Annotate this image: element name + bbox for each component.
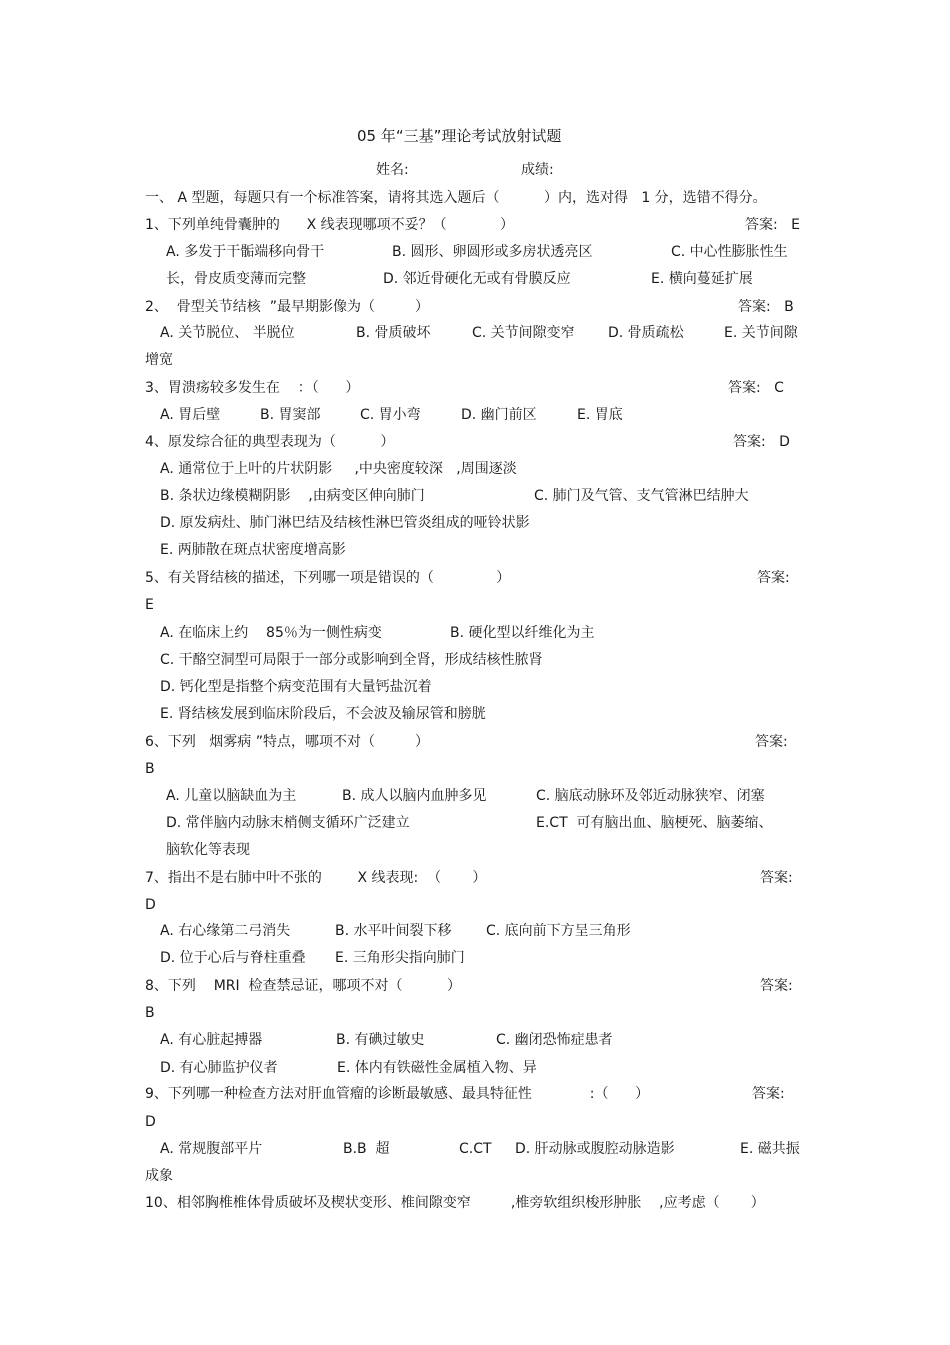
option: D. 骨质疏松 bbox=[608, 325, 684, 341]
option: A. 多发于干骺端移向骨干 bbox=[166, 244, 325, 260]
question-stem: 4、原发综合征的典型表现为（ ） bbox=[145, 434, 395, 450]
option: A. 有心脏起搏器 bbox=[160, 1032, 263, 1048]
answer-value: D bbox=[145, 1114, 156, 1130]
option: B. 有碘过敏史 bbox=[336, 1032, 425, 1048]
option: D. 常伴脑内动脉末梢侧支循环广泛建立 bbox=[166, 815, 410, 831]
answer-value: D bbox=[145, 897, 156, 913]
option: E. 关节间隙 bbox=[724, 325, 798, 341]
answer-value: B bbox=[145, 761, 155, 777]
option: E. 磁共振 bbox=[740, 1141, 800, 1157]
score-label: 成绩: bbox=[521, 162, 554, 178]
question-stem: 9、下列哪一种检查方法对肝血管瘤的诊断最敏感、最具特征性 :（ ） bbox=[145, 1086, 650, 1102]
option: D. 钙化型是指整个病变范围有大量钙盐沉着 bbox=[160, 679, 432, 695]
question-stem: 5、有关肾结核的描述，下列哪一项是错误的（ ） bbox=[145, 570, 511, 586]
option: 脑软化等表现 bbox=[166, 842, 250, 858]
page-title: 05 年“三基”理论考试放射试题 bbox=[357, 127, 562, 145]
answer-value: B bbox=[145, 1005, 155, 1021]
option: B. 条状边缘模糊阴影 ,由病变区伸向肺门 bbox=[160, 488, 425, 504]
option: B. 硬化型以纤维化为主 bbox=[450, 625, 595, 641]
option: C. 干酪空洞型可局限于一部分或影响到全肾，形成结核性脓肾 bbox=[160, 652, 543, 668]
option: 长，骨皮质变薄而完整 bbox=[166, 271, 306, 287]
option: B. 胃窦部 bbox=[260, 407, 321, 423]
option: B. 水平叶间裂下移 bbox=[335, 923, 452, 939]
option: E. 横向蔓延扩展 bbox=[651, 271, 753, 287]
question-stem: 2、 骨型关节结核 ”最早期影像为（ ） bbox=[145, 299, 430, 315]
option: B.B 超 bbox=[343, 1141, 390, 1157]
option: C. 幽闭恐怖症患者 bbox=[496, 1032, 613, 1048]
option: B. 成人以脑内血肿多见 bbox=[342, 788, 487, 804]
option: D. 幽门前区 bbox=[461, 407, 537, 423]
option: C. 关节间隙变窄 bbox=[472, 325, 575, 341]
option: E. 三角形尖指向肺门 bbox=[335, 950, 465, 966]
option: D. 邻近骨硬化无或有骨膜反应 bbox=[383, 271, 571, 287]
option: A. 关节脱位、 半脱位 bbox=[160, 325, 295, 341]
answer-label: 答案: bbox=[760, 870, 793, 886]
option: C. 底向前下方呈三角形 bbox=[486, 923, 631, 939]
option: E. 肾结核发展到临床阶段后，不会波及输尿管和膀胱 bbox=[160, 706, 486, 722]
answer-label: 答案: bbox=[755, 734, 788, 750]
option: C. 脑底动脉环及邻近动脉狭窄、闭塞 bbox=[536, 788, 765, 804]
option: A. 在临床上约 85％为一侧性病变 bbox=[160, 625, 382, 641]
question-stem: 3、胃溃疡较多发生在 ：（ ） bbox=[145, 380, 360, 396]
option: D. 原发病灶、肺门淋巴结及结核性淋巴管炎组成的哑铃状影 bbox=[160, 515, 530, 531]
option: A. 儿童以脑缺血为主 bbox=[166, 788, 297, 804]
answer-label: 答案: B bbox=[738, 299, 794, 315]
option: 增宽 bbox=[145, 352, 173, 368]
option: E. 两肺散在斑点状密度增高影 bbox=[160, 542, 346, 558]
option: E.CT 可有脑出血、脑梗死、脑萎缩、 bbox=[536, 815, 773, 831]
option: E. 体内有铁磁性金属植入物、异 bbox=[337, 1060, 537, 1076]
option: A. 右心缘第二弓消失 bbox=[160, 923, 291, 939]
answer-label: 答案: E bbox=[745, 217, 800, 233]
option: A. 常规腹部平片 bbox=[160, 1141, 263, 1157]
option: B. 圆形、卵圆形或多房状透亮区 bbox=[392, 244, 593, 260]
option: D. 有心肺监护仪者 bbox=[160, 1060, 278, 1076]
option: 成象 bbox=[145, 1168, 173, 1184]
question-stem: 8、下列 MRI 检查禁忌证，哪项不对（ ） bbox=[145, 978, 462, 994]
question-stem: 1、下列单纯骨囊肿的 X 线表现哪项不妥？（ ） bbox=[145, 217, 515, 233]
question-stem: 7、指出不是右肺中叶不张的 X 线表现: （ ） bbox=[145, 870, 487, 886]
option: D. 肝动脉或腹腔动脉造影 bbox=[515, 1141, 675, 1157]
option: D. 位于心后与脊柱重叠 bbox=[160, 950, 306, 966]
answer-label: 答案: D bbox=[733, 434, 790, 450]
option: A. 通常位于上叶的片状阴影 ,中央密度较深 ,周围逐淡 bbox=[160, 461, 517, 477]
question-stem: 6、下列 烟雾病 ”特点，哪项不对（ ） bbox=[145, 734, 430, 750]
answer-label: 答案: bbox=[752, 1086, 785, 1102]
option: B. 骨质破坏 bbox=[356, 325, 431, 341]
option: C.CT bbox=[459, 1141, 492, 1157]
question-stem: 10、相邻胸椎椎体骨质破坏及楔状变形、椎间隙变窄 ,椎旁软组织梭形肿胀 ,应考虑（ ） bbox=[145, 1195, 765, 1211]
option: A. 胃后壁 bbox=[160, 407, 221, 423]
option: C. 肺门及气管、支气管淋巴结肿大 bbox=[534, 488, 749, 504]
option: E. 胃底 bbox=[577, 407, 623, 423]
answer-label: 答案: C bbox=[728, 380, 784, 396]
section-heading: 一、 A 型题，每题只有一个标准答案，请将其选入题后（ ）内，选对得 1 分，选错不得分。 bbox=[145, 190, 767, 206]
answer-label: 答案: bbox=[760, 978, 793, 994]
option: C. 中心性膨胀性生 bbox=[671, 244, 788, 260]
option: C. 胃小弯 bbox=[360, 407, 421, 423]
answer-label: 答案: bbox=[757, 570, 790, 586]
answer-value: E bbox=[145, 597, 154, 613]
name-label: 姓名: bbox=[376, 162, 409, 178]
